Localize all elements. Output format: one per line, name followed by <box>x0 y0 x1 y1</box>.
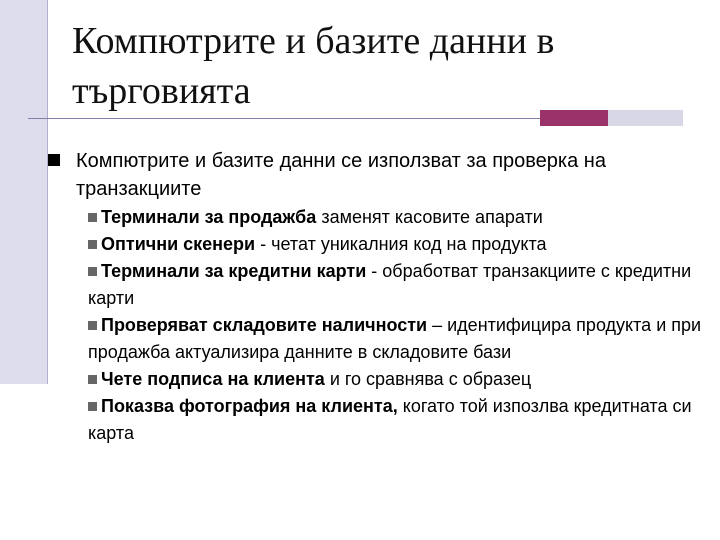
sub-bullet-list <box>88 204 716 447</box>
divider-light-block <box>608 110 683 126</box>
sub-bullet-text: - четат уникалния код на продукта <box>255 234 547 254</box>
sub-bullet <box>88 393 716 447</box>
bullet-square-icon <box>88 213 97 222</box>
slide-title <box>72 16 672 116</box>
sub-bullet-text: когато той изпозлва кредитната си карта <box>88 396 692 443</box>
sub-bullet <box>88 258 716 312</box>
sub-bullet <box>88 204 716 231</box>
sub-bullet <box>88 366 716 393</box>
sub-bullet-text: заменят касовите апарати <box>316 207 543 227</box>
divider-accent-block <box>540 110 608 126</box>
sub-bullet-bold: Терминали за продажба <box>101 207 317 227</box>
bullet-square-icon <box>88 375 97 384</box>
title-line-1: Компютрите и базите данни в <box>72 20 555 62</box>
sub-bullet-bold: Проверяват складовите наличности <box>101 315 428 335</box>
sub-bullet-bold: Чете подписа на клиента <box>101 369 325 389</box>
left-decorative-bar <box>0 0 48 384</box>
main-bullet-text: Компютрите и базите данни се използват за проверка на транзакциите <box>76 150 606 200</box>
sub-bullet-bold: Оптични скенери <box>101 234 256 254</box>
sub-bullet-bold: Показва фотография на клиента, <box>101 396 398 416</box>
sub-bullet <box>88 312 716 366</box>
main-bullet-square <box>48 154 60 166</box>
sub-bullet-text: и го сравнява с образец <box>324 369 532 389</box>
bullet-square-icon <box>88 321 97 330</box>
sub-bullet-bold: Терминали за кредитни карти <box>101 261 367 281</box>
bullet-square-icon <box>88 240 97 249</box>
sub-bullet <box>88 231 716 258</box>
sub-bullet-text: - обработват транзакциите с кредитни карти <box>88 261 692 308</box>
title-line-2: търговията <box>72 70 251 112</box>
left-bar-edge <box>47 0 48 384</box>
bullet-square-icon <box>88 402 97 411</box>
bullet-square-icon <box>88 267 97 276</box>
sub-bullet-text: – идентифицира продукта и при продажба актуализира данните в складовите бази <box>88 315 702 362</box>
